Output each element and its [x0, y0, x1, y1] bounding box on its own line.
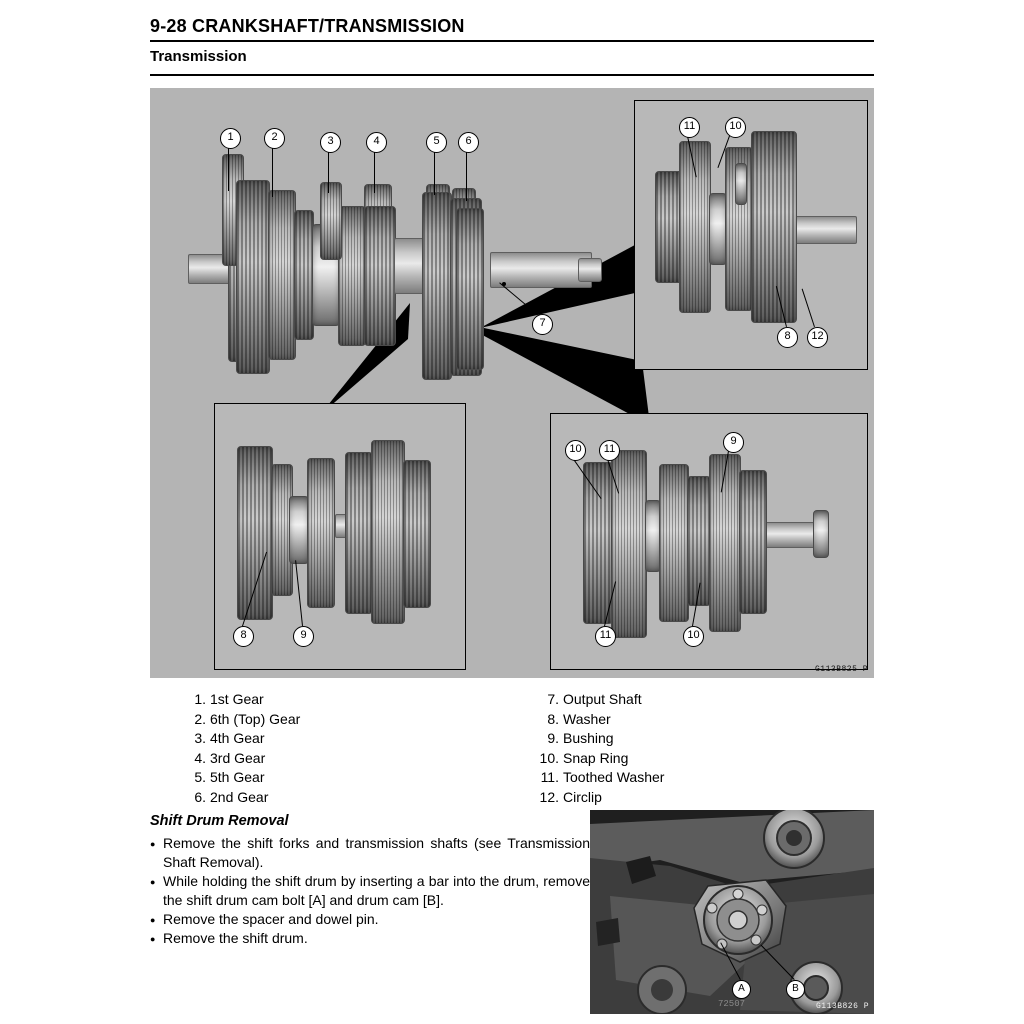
photo-graphic [590, 810, 874, 1014]
legend-num: 7. [547, 691, 559, 707]
gear-6th-hub [294, 210, 314, 340]
shift-drum-photo [590, 810, 874, 1014]
inset-tr-callout-8[interactable]: 8 [777, 327, 798, 348]
legend-label: Washer [563, 710, 611, 727]
page-header [150, 16, 874, 42]
callout-2[interactable]: 2 [264, 128, 285, 149]
photo-callout-a[interactable]: A [732, 980, 751, 999]
gear-5th-body [422, 192, 452, 380]
output-shaft-tip [578, 258, 602, 282]
legend-item [535, 690, 865, 710]
legend-label: Output Shaft [563, 691, 642, 707]
inset-top-right [634, 100, 868, 370]
photo-code: G113B826 P [815, 1002, 869, 1011]
legend-label: 1st Gear [210, 691, 264, 707]
legend-item [182, 788, 505, 808]
legend-label: Bushing [563, 730, 614, 746]
legend-item [182, 749, 505, 769]
inset-tr-callout-10[interactable]: 10 [725, 117, 746, 138]
leader-3 [328, 151, 329, 193]
inset-br-callout-10-top[interactable]: 10 [565, 440, 586, 461]
section-title: Transmission [150, 48, 247, 65]
inset-br-gear-c [659, 464, 689, 622]
leader-6 [466, 151, 467, 201]
inset-bl-callout-8[interactable]: 8 [233, 626, 254, 647]
inset-bl-gear-e [371, 440, 405, 624]
legend-item [182, 710, 505, 730]
legend-num: 6. [194, 788, 206, 805]
inset-tr-callout-11[interactable]: 11 [679, 117, 700, 138]
legend-num: 10. [539, 749, 559, 766]
transmission-exploded-figure [150, 88, 874, 678]
svg-text:72507: 72507 [718, 999, 746, 1009]
legend-label: 6th (Top) Gear [210, 710, 301, 727]
inset-tr-leader-12 [802, 289, 815, 327]
legend-item [535, 729, 865, 749]
gear-4th [320, 182, 342, 260]
legend-item [182, 768, 505, 788]
legend-column-right [505, 690, 865, 807]
photo-callout-b[interactable]: B [786, 980, 805, 999]
leader-7-dot [502, 282, 506, 286]
inset-bl-gear-a [237, 446, 273, 620]
inset-br-gear-a [583, 462, 613, 624]
legend-label: Circlip [563, 788, 602, 805]
legend-item [182, 690, 505, 710]
procedure-title: Shift Drum Removal [150, 813, 289, 829]
gear-cluster-1 [338, 206, 366, 346]
legend-label: 4th Gear [210, 730, 265, 746]
inset-br-endcap [813, 510, 829, 558]
legend-num: 4. [194, 749, 206, 766]
legend-num: 5. [194, 769, 206, 785]
procedure-block [150, 812, 590, 948]
legend-label: Snap Ring [563, 749, 629, 766]
inset-br-callout-11-bottom[interactable]: 11 [595, 626, 616, 647]
gear-2nd-outer [456, 208, 484, 370]
section-rule [150, 74, 874, 76]
legend-num: 9. [547, 730, 559, 746]
gear-3rd-body [364, 206, 396, 346]
page-title: 9-28 CRANKSHAFT/TRANSMISSION [150, 16, 465, 36]
inset-tr-gear-d [751, 131, 797, 323]
inset-bl-leader-9 [295, 560, 303, 626]
leader-1 [228, 147, 229, 191]
callout-1[interactable]: 1 [220, 128, 241, 149]
leader-2 [272, 147, 273, 197]
gear-6th [268, 190, 296, 360]
inset-bottom-right [550, 413, 868, 670]
inset-br-callout-11-top[interactable]: 11 [599, 440, 620, 461]
inset-br-gear-e [709, 454, 741, 632]
legend-num: 2. [194, 710, 206, 727]
leader-4 [374, 151, 375, 193]
parts-legend [150, 690, 874, 807]
callout-3[interactable]: 3 [320, 132, 341, 153]
callout-4[interactable]: 4 [366, 132, 387, 153]
legend-num: 3. [194, 730, 206, 746]
header-rule [150, 40, 874, 42]
legend-label: 3rd Gear [210, 749, 266, 766]
inset-br-gear-f [739, 470, 767, 614]
legend-num: 11. [540, 769, 559, 785]
inset-br-callout-9[interactable]: 9 [723, 432, 744, 453]
inset-bottom-left [214, 403, 466, 670]
procedure-step: ● Remove the spacer and dowel pin. [150, 910, 590, 929]
legend-item [535, 788, 865, 808]
legend-num: 1. [194, 691, 206, 707]
legend-item [535, 710, 865, 730]
gear-1st-large [236, 180, 270, 374]
inset-br-callout-10-bottom[interactable]: 10 [683, 626, 704, 647]
inset-tr-shaft [795, 216, 857, 244]
procedure-step: ● While holding the shift drum by inserting a bar into the drum, remove the shift drum cam bolt [A] and drum cam [B]. [150, 872, 590, 910]
inset-tr-gear-b [679, 141, 711, 313]
legend-label: 2nd Gear [210, 788, 269, 805]
legend-label: 5th Gear [210, 769, 265, 785]
legend-item [535, 768, 865, 788]
procedure-step: ● Remove the shift drum. [150, 929, 590, 948]
legend-num: 12. [539, 788, 559, 805]
inset-tr-washer [735, 163, 747, 205]
figure-code: G113B825 P [814, 665, 868, 674]
inset-tr-callout-12[interactable]: 12 [807, 327, 828, 348]
inset-bl-gear-f [403, 460, 431, 608]
inset-bl-callout-9[interactable]: 9 [293, 626, 314, 647]
inset-bl-gear-c [307, 458, 335, 608]
callout-5[interactable]: 5 [426, 132, 447, 153]
callout-wedge-bottom-right [460, 313, 650, 428]
legend-item [182, 729, 505, 749]
legend-label: Toothed Washer [563, 769, 665, 785]
callout-7[interactable]: 7 [532, 314, 553, 335]
inset-bl-bushing [289, 496, 309, 564]
legend-column-left [150, 690, 505, 807]
legend-item [535, 749, 865, 769]
leader-5 [434, 151, 435, 195]
legend-num: 8. [547, 710, 559, 727]
callout-6[interactable]: 6 [458, 132, 479, 153]
procedure-step: ● Remove the shift forks and transmission shafts (see Transmission Shaft Removal). [150, 834, 590, 872]
inset-br-gear-b [611, 450, 647, 638]
inset-bl-gear-d [345, 452, 373, 614]
